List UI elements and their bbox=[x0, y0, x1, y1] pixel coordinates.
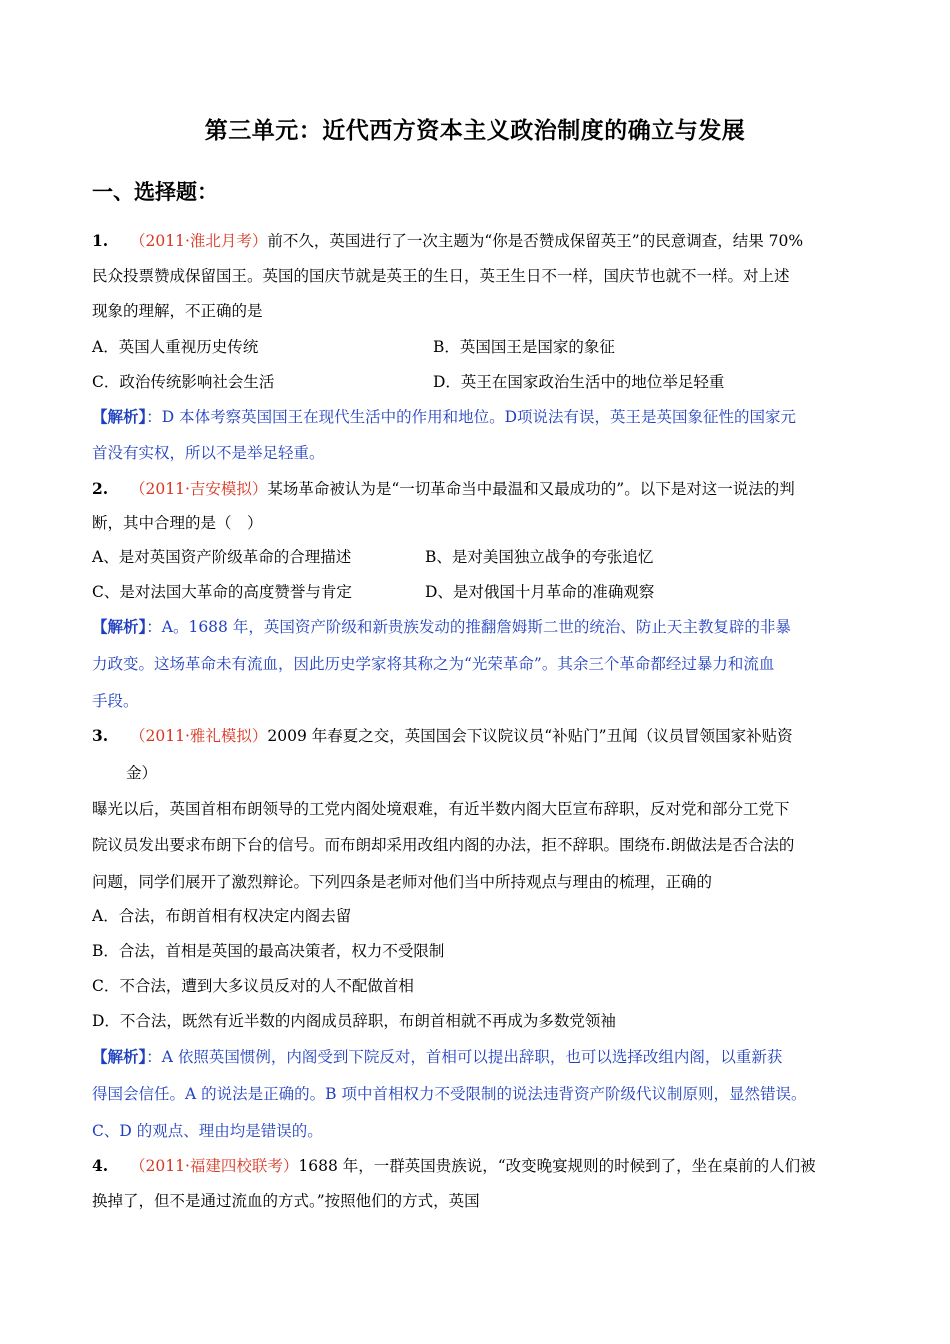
question-3-line-4: 问题，同学们展开了激烈辩论。下列四条是老师对他们当中所持观点与理由的梳理，正确的 bbox=[92, 873, 713, 891]
question-2-option-c: C、是对法国大革命的高度赞誉与肯定 bbox=[92, 583, 352, 601]
question-2-option-d: D、是对俄国十月革命的准确观察 bbox=[425, 583, 655, 601]
question-4-line-1: 4. （2011·福建四校联考）1688 年，一群英国贵族说，“改变晚宴规则的时候到了，坐在桌前的人们被 bbox=[92, 1156, 816, 1175]
question-3-line-1: 3. （2011·雅礼模拟）2009 年春夏之交，英国国会下议院议员“补贴门”丑闻（议员冒领国家补贴资 bbox=[92, 726, 793, 745]
question-3-line-1-cont: 金） bbox=[126, 764, 158, 782]
analysis-tag: 【解析】 bbox=[92, 617, 147, 636]
question-source: （2011·淮北月考） bbox=[130, 232, 268, 250]
question-1-line-1: 1. （2011·淮北月考）前不久，英国进行了一次主题为“你是否赞成保留英王”的民意调查，结果 70% bbox=[92, 231, 804, 250]
question-2-analysis-line-2: 力政变。这场革命未有流血，因此历史学家将其称之为“光荣革命”。其余三个革命都经过暴力和流血 bbox=[92, 655, 775, 673]
question-3-analysis-line-2: 得国会信任。A 的说法是正确的。B 项中首相权力不受限制的说法违背资产阶级代议制原则，显然错误。 bbox=[92, 1085, 807, 1103]
question-3-option-d: D．不合法，既然有近半数的内阁成员辞职，布朗首相就不再成为多数党领袖 bbox=[92, 1012, 616, 1030]
question-3-line-3: 院议员发出要求布朗下台的信号。而布朗却采用改组内阁的办法，拒不辞职。围绕布.朗做法是否合法的 bbox=[92, 836, 795, 854]
question-3-analysis-line-1: 【解析】：A 依照英国惯例，内阁受到下院反对，首相可以提出辞职，也可以选择改组内阁，以重新获 bbox=[92, 1047, 783, 1066]
question-2-line-2: 断，其中合理的是（ ） bbox=[92, 514, 263, 532]
question-3-option-c: C．不合法，遭到大多议员反对的人不配做首相 bbox=[92, 977, 414, 995]
question-3-line-2: 曝光以后，英国首相布朗领导的工党内阁处境艰难，有近半数内阁大臣宣布辞职，反对党和部分工党下 bbox=[92, 800, 790, 818]
analysis-tag: 【解析】 bbox=[92, 1047, 147, 1066]
question-2-analysis-line-3: 手段。 bbox=[92, 692, 139, 710]
question-3-analysis-line-3: C、D 的观点、理由均是错误的。 bbox=[92, 1122, 323, 1140]
question-2-option-b: B、是对美国独立战争的夸张追忆 bbox=[425, 548, 654, 566]
question-source: （2011·雅礼模拟） bbox=[130, 727, 268, 745]
question-3-option-b: B．合法，首相是英国的最高决策者，权力不受限制 bbox=[92, 942, 445, 960]
page-title: 第三单元：近代西方资本主义政治制度的确立与发展 bbox=[204, 117, 746, 144]
question-3-option-a: A．合法，布朗首相有权决定内阁去留 bbox=[92, 907, 352, 925]
question-source: （2011·福建四校联考） bbox=[130, 1157, 299, 1175]
question-1-line-2: 民众投票赞成保留国王。英国的国庆节就是英王的生日，英王生日不一样，国庆节也就不一样。对上述 bbox=[92, 267, 790, 285]
question-2-analysis-line-1: 【解析】：A。1688 年，英国资产阶级和新贵族发动的推翻詹姆斯二世的统治、防止天主教复辟的非暴 bbox=[92, 617, 791, 636]
question-number: 1. bbox=[92, 231, 109, 250]
section-heading: 一、选择题： bbox=[92, 179, 218, 204]
question-number: 2. bbox=[92, 479, 109, 498]
question-1-option-d: D．英王在国家政治生活中的地位举足轻重 bbox=[433, 373, 725, 391]
question-source: （2011·吉安模拟） bbox=[130, 480, 268, 498]
question-1-analysis-line-2: 首没有实权，所以不是举足轻重。 bbox=[92, 444, 325, 462]
question-1-analysis-line-1: 【解析】：D 本体考察英国国王在现代生活中的作用和地位。D项说法有误，英王是英国象征性的国家元 bbox=[92, 407, 797, 426]
question-1-line-3: 现象的理解，不正确的是 bbox=[92, 302, 263, 320]
question-1-option-c: C．政治传统影响社会生活 bbox=[92, 373, 275, 391]
question-2-option-a: A、是对英国资产阶级革命的合理描述 bbox=[92, 548, 352, 566]
question-number: 4. bbox=[92, 1156, 109, 1175]
question-1-option-b: B．英国国王是国家的象征 bbox=[433, 338, 615, 356]
question-2-line-1: 2. （2011·吉安模拟）某场革命被认为是“一切革命当中最温和又最成功的”。以下是对这一说法的判 bbox=[92, 479, 795, 498]
question-number: 3. bbox=[92, 726, 109, 745]
question-1-option-a: A．英国人重视历史传统 bbox=[92, 338, 259, 356]
analysis-tag: 【解析】 bbox=[92, 407, 147, 426]
question-4-line-2: 换掉了，但不是通过流血的方式。”按照他们的方式，英国 bbox=[92, 1192, 480, 1210]
